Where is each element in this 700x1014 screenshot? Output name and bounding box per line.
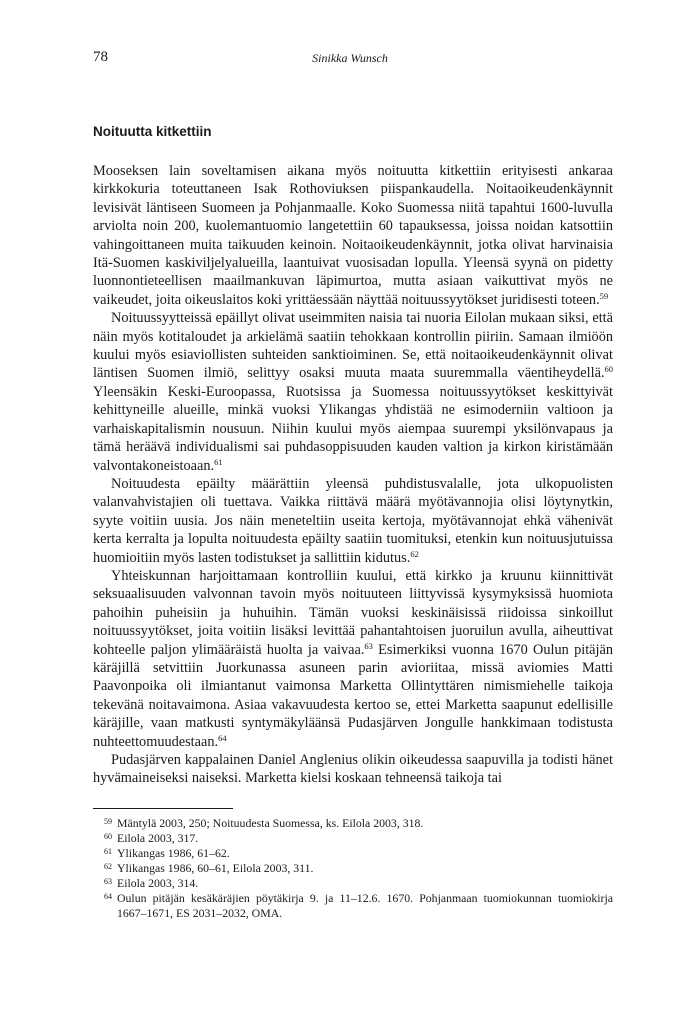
footnote-number: 62 [104, 862, 112, 871]
footnote-reference[interactable]: 59 [599, 290, 609, 301]
page-number: 78 [93, 49, 108, 65]
footnote-text: Ylikangas 1986, 61–62. [117, 846, 230, 860]
footnote [93, 846, 613, 861]
paragraph [93, 162, 613, 309]
paragraph [93, 567, 613, 751]
footnote [93, 876, 613, 891]
paragraph-text: Noituudesta epäilty määrättiin yleensä puhdistusvalalle, jota ulkopuolisten valanvahvistajien oli tuettava. Vaikka riittävä määrä myötävannojia olisi löytynytkin, syyte voitiin uusia. Jos näin meneteltiin useita kertoja, myötävannojat ehkä vähenivät kerta kerralta ja lopulta noituudesta epäilty saatiin tuomituksi, etenkin kun noituusjutuissa huomioitiin myös lasten todistukset ja sallittiin kidutus. [93, 475, 613, 566]
paragraph [93, 751, 613, 788]
paragraph-text: Esimerkiksi vuonna 1670 Oulun pitäjän käräjillä setvittiin Juorkunassa asuneen parin avioriitaa, missä aviomies Matti Paavonpoika oli ilmiantanut vaimonsa Marketta Ollintyttären nimismiehelle taikoja tekevänä noitavaimona. Asiaa vakavuudesta kertoo se, ettei Marketta saapunut edellisille käräjille, vaan matkusti syntymäkyläänsä Pudasjärven Jongulle hankkimaan todistusta nuhteettomuudestaan. [93, 641, 613, 750]
footnote [93, 891, 613, 921]
footnote-text: Ylikangas 1986, 60–61, Eilola 2003, 311. [117, 861, 314, 875]
footnote-number: 63 [104, 877, 112, 886]
footnote [93, 861, 613, 876]
footnote-number: 59 [104, 817, 112, 826]
footnote-reference[interactable]: 60 [604, 364, 613, 375]
footnote-text: Eilola 2003, 317. [117, 831, 199, 845]
footnote-divider [93, 808, 233, 809]
paragraph-text: Yhteiskunnan harjoittamaan kontrolliin kuului, että kirkko ja kruunu kiinnittivät seksuaalisuuden valvonnan tavoin myös noituuteen liittyvissä kysymyksissä huomiota pahoihin puheisiin ja huhuihin. Tämän vuoksi keskinäisissä riidoissa sinkoillut noituussyytökset, joita voitiin lisäksi levittää pahantahtoisen juoruilun avulla, aiheuttivat kohteelle paljon ylimääräistä huolta ja vaivaa. [93, 567, 613, 658]
footnote-reference[interactable]: 64 [218, 732, 227, 743]
section-heading: Noituutta kitkettiin [93, 124, 212, 139]
paragraph [93, 475, 613, 567]
footnote-reference[interactable]: 62 [410, 548, 419, 559]
paragraph-text: Mooseksen lain soveltamisen aikana myös noituutta kitkettiin erityisesti ankaraa kirkkokuria toteuttaneen Isak Rothoviuksen piispankaudella. Noitaoikeudenkäynnit levisivät läntiseen Suomeen ja Pohjanmaalle. Koko Suomessa niitä tapahtui 1600-luvulla arviolta noin 200, kuolemantuomio langetettiin 60 tapauksessa, joissa noidan katsottiin vahingoittaneen muita taikuuden keinoin. Noitaoikeudenkäynnit, jotka olivat harvinaisia Itä-Suomen kaskiviljelyalueilla, laantuivat vuosisadan lopulla. Yleensä syynä on pidetty luonnontieteellisen maailmankuvan läpimurtoa, mutta asiaan vaikuttivat myös ne vaikeudet, joita oikeuslaitos koki yrittäessään näyttää noituussyytökset juridisesti toteen. [93, 163, 613, 308]
footnote-number: 61 [104, 847, 112, 856]
footnote-number: 64 [104, 892, 112, 901]
footnote-reference[interactable]: 61 [214, 456, 223, 467]
running-head: Sinikka Wunsch [312, 51, 388, 65]
footnote [93, 816, 613, 831]
paragraph-text: Yleensäkin Keski-Euroopassa, Ruotsissa ja Suomessa noituussyytökset keskittyivät kehittyneille alueille, minkä vuoksi Ylikangas yhdistää ne esimoderniin valtioon ja varhaiskapitalismin nousuun. Niihin kuului myös aiempaa suurempi yksilönvapaus ja tämä heräävä individualismi sai puhdasoppisuuden kauden valtion ja kirkon kiristämään valvontakoneistoaan. [93, 383, 613, 474]
footnotes [93, 816, 613, 921]
footnote [93, 831, 613, 846]
footnote-text: Eilola 2003, 314. [117, 876, 199, 890]
footnote-text: Oulun pitäjän kesäkäräjien pöytäkirja 9. ja 11–12.6. 1670. Pohjanmaan tuomiokunnan tuomiokirja 1667–1671, ES 2031–2032, OMA. [117, 891, 613, 920]
footnote-number: 60 [104, 832, 112, 841]
paragraph-text: Noituussyytteissä epäillyt olivat useimmiten naisia tai nuoria Eilolan mukaan siksi, että näin myös kotitaloudet ja arkielämä saatiin tehokkaan kontrollin piiriin. Samaan ilmiöön kuului myös esiaviollisten suhteiden sanktioiminen. Se, että noitaoikeudenkäynnit olivat läntisen Suomen ilmiö, selittyy osaksi muuta maata suuremmalla väentiheydellä. [93, 310, 613, 382]
footnote-text: Mäntylä 2003, 250; Noituudesta Suomessa, ks. Eilola 2003, 318. [117, 816, 424, 830]
paragraph-text: Pudasjärven kappalainen Daniel Anglenius olikin oikeudessa saapuvilla ja todisti hänet hyvämaineiseksi naiseksi. Marketta kielsi koskaan tehneensä taikoja tai [93, 752, 613, 787]
paragraph [93, 309, 613, 475]
footnote-reference[interactable]: 63 [364, 640, 373, 651]
body-text [93, 162, 613, 788]
